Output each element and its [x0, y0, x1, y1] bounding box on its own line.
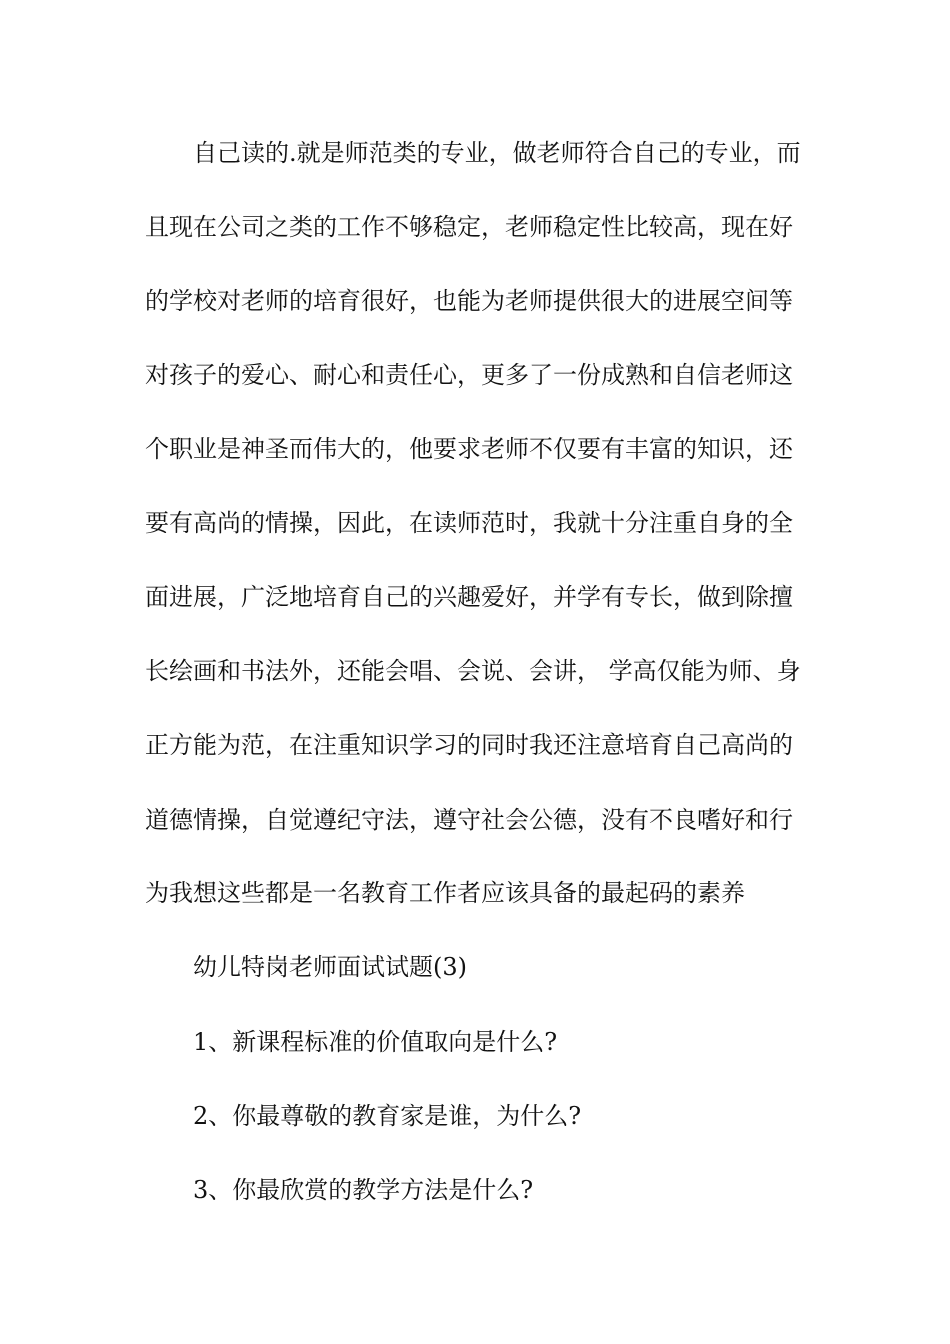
question-3: 3、你最欣赏的教学方法是什么? — [193, 1176, 534, 1204]
paragraph-line-11: 为我想这些都是一名教育工作者应该具备的最起码的素养 — [145, 879, 745, 907]
paragraph-line-5: 个职业是神圣而伟大的，他要求老师不仅要有丰富的知识，还 — [145, 435, 793, 463]
question-2: 2、你最尊敬的教育家是谁，为什么? — [193, 1102, 582, 1130]
paragraph-line-6: 要有高尚的情操，因此，在读师范时，我就十分注重自身的全 — [145, 509, 793, 537]
section-heading: 幼儿特岗老师面试试题(3) — [193, 953, 467, 981]
paragraph-line-10: 道德情操，自觉遵纪守法，遵守社会公德，没有不良嗜好和行 — [145, 806, 793, 834]
paragraph-line-3: 的学校对老师的培育很好，也能为老师提供很大的进展空间等 — [145, 287, 793, 315]
paragraph-line-7: 面进展，广泛地培育自己的兴趣爱好，并学有专长，做到除擅 — [145, 583, 793, 611]
question-1: 1、新课程标准的价值取向是什么? — [193, 1028, 558, 1056]
paragraph-line-1: 自己读的.就是师范类的专业，做老师符合自己的专业，而 — [193, 139, 801, 167]
paragraph-line-2: 且现在公司之类的工作不够稳定，老师稳定性比较高，现在好 — [145, 213, 793, 241]
paragraph-line-9: 正方能为范，在注重知识学习的同时我还注意培育自己高尚的 — [145, 731, 793, 759]
paragraph-line-4: 对孩子的爱心、耐心和责任心，更多了一份成熟和自信老师这 — [145, 361, 793, 389]
paragraph-line-8: 长绘画和书法外，还能会唱、会说、会讲， 学高仅能为师、身 — [145, 657, 801, 685]
